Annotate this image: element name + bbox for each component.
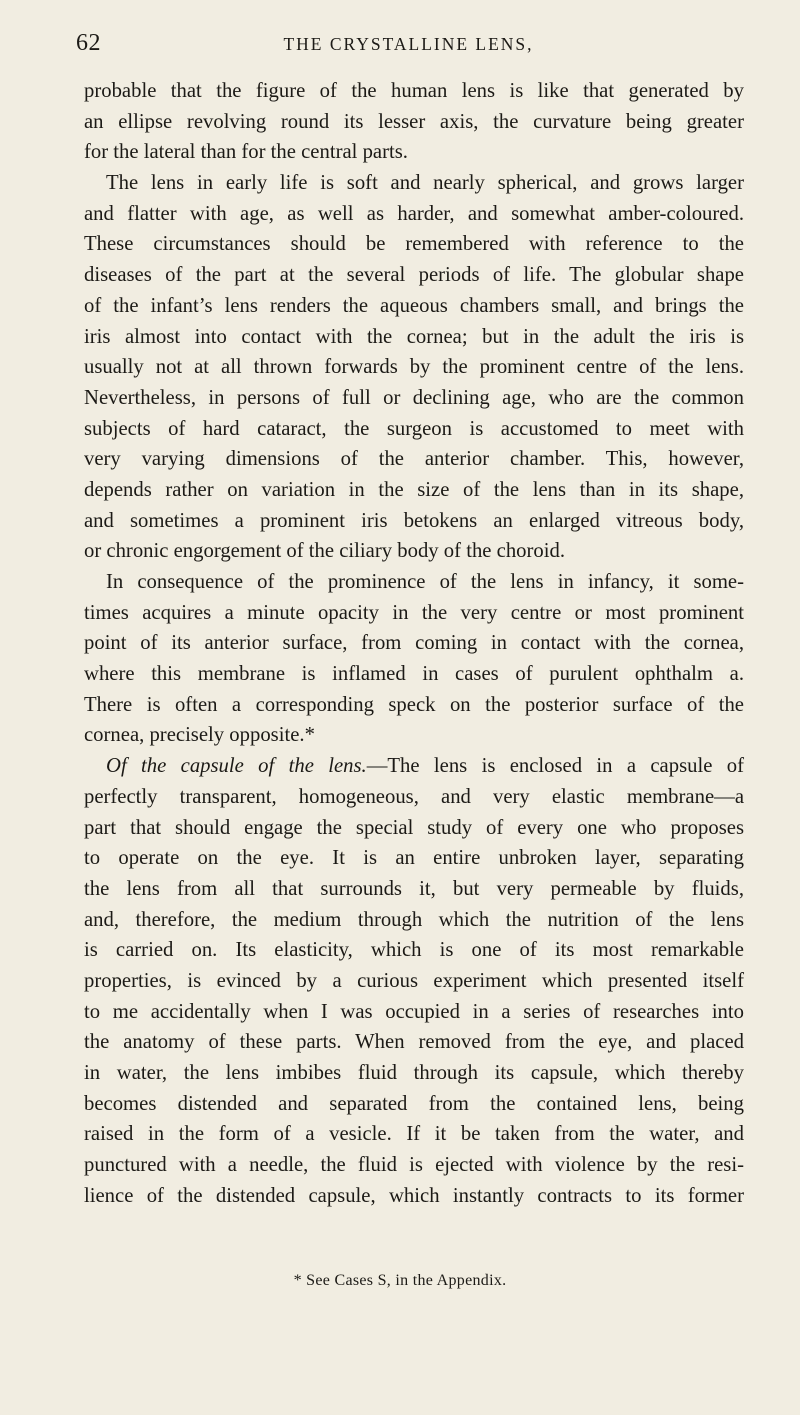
footnote: * See Cases S, in the Appendix.: [293, 1272, 507, 1289]
text-line: raised in the form of a vesicle. If it be taken from the water, and: [84, 1123, 744, 1146]
text-line: point of its anterior surface, from coming in contact with the cornea,: [84, 632, 744, 655]
text-line: In consequence of the prominence of the lens in infancy, it some-: [106, 571, 744, 593]
text-line: for the lateral than for the central parts.: [84, 141, 408, 164]
section-heading: Of the capsule of the lens.: [106, 755, 367, 778]
text-line: perfectly transparent, homogeneous, and very elastic membrane—a: [84, 785, 744, 808]
text-line: or chronic engorgement of the ciliary body of the choroid.: [84, 540, 566, 563]
text-line: and, therefore, the medium through which the nutrition of the lens: [84, 908, 744, 931]
text-line: becomes distended and separated from the contained lens, being: [84, 1092, 744, 1115]
text-line: in water, the lens imbibes fluid through its capsule, which thereby: [84, 1062, 744, 1084]
text-line: times acquires a minute opacity in the very centre or most prominent: [84, 601, 744, 624]
text-line: of the infant’s lens renders the aqueous chambers small, and brings the: [84, 294, 744, 317]
body-text: [84, 76, 744, 1211]
text-line: Nevertheless, in persons of full or declining age, who are the common: [84, 386, 744, 409]
text-line: probable that the figure of the human lens is like that generated by: [84, 80, 744, 102]
text-line: lience of the distended capsule, which instantly contracts to its former: [84, 1184, 744, 1207]
text-line-section-start: [84, 751, 744, 782]
text-line: and sometimes a prominent iris betokens an enlarged vitreous body,: [84, 509, 744, 532]
text-line: These circumstances should be remembered with reference to the: [84, 233, 744, 256]
text-line: diseases of the part at the several periods of life. The globular shape: [84, 264, 744, 287]
text-line: cornea, precisely opposite.*: [84, 724, 315, 747]
text-line: where this membrane is inflamed in cases of purulent ophthalm a.: [84, 663, 744, 686]
running-head: THE CRYSTALLINE LENS,: [283, 34, 534, 54]
text-line: to operate on the eye. It is an entire unbroken layer, separating: [84, 847, 744, 870]
text-line: iris almost into contact with the cornea; but in the adult the iris is: [84, 325, 744, 348]
text-line: part that should engage the special study of every one who proposes: [84, 816, 744, 839]
text-line: punctured with a needle, the fluid is ejected with violence by the resi-: [84, 1154, 744, 1177]
text-line: The lens in early life is soft and nearly spherical, and grows larger: [106, 172, 744, 195]
text-line: the lens from all that surrounds it, but very permeable by fluids,: [84, 877, 744, 900]
text-line: subjects of hard cataract, the surgeon is accustomed to meet with: [84, 417, 744, 440]
text-line: usually not at all thrown forwards by the prominent centre of the lens.: [84, 356, 744, 379]
text-line: properties, is evinced by a curious experiment which presented itself: [84, 969, 744, 992]
text-line: very varying dimensions of the anterior chamber. This, however,: [84, 448, 744, 471]
page-number: 62: [76, 30, 101, 56]
text-line: an ellipse revolving round its lesser axis, the curvature being greater: [84, 110, 744, 133]
section-text: —The lens is enclosed in a capsule of: [366, 755, 744, 778]
page-header: [76, 22, 741, 62]
text-line: is carried on. Its elasticity, which is one of its most remarkable: [84, 939, 744, 962]
text-line: depends rather on variation in the size of the lens than in its shape,: [84, 478, 744, 501]
text-line: the anatomy of these parts. When removed from the eye, and placed: [84, 1031, 744, 1054]
text-line: and flatter with age, as well as harder, and somewhat amber-coloured.: [84, 202, 744, 225]
text-line: There is often a corresponding speck on the posterior surface of the: [84, 693, 744, 716]
text-line: to me accidentally when I was occupied in a series of researches into: [84, 1000, 744, 1023]
